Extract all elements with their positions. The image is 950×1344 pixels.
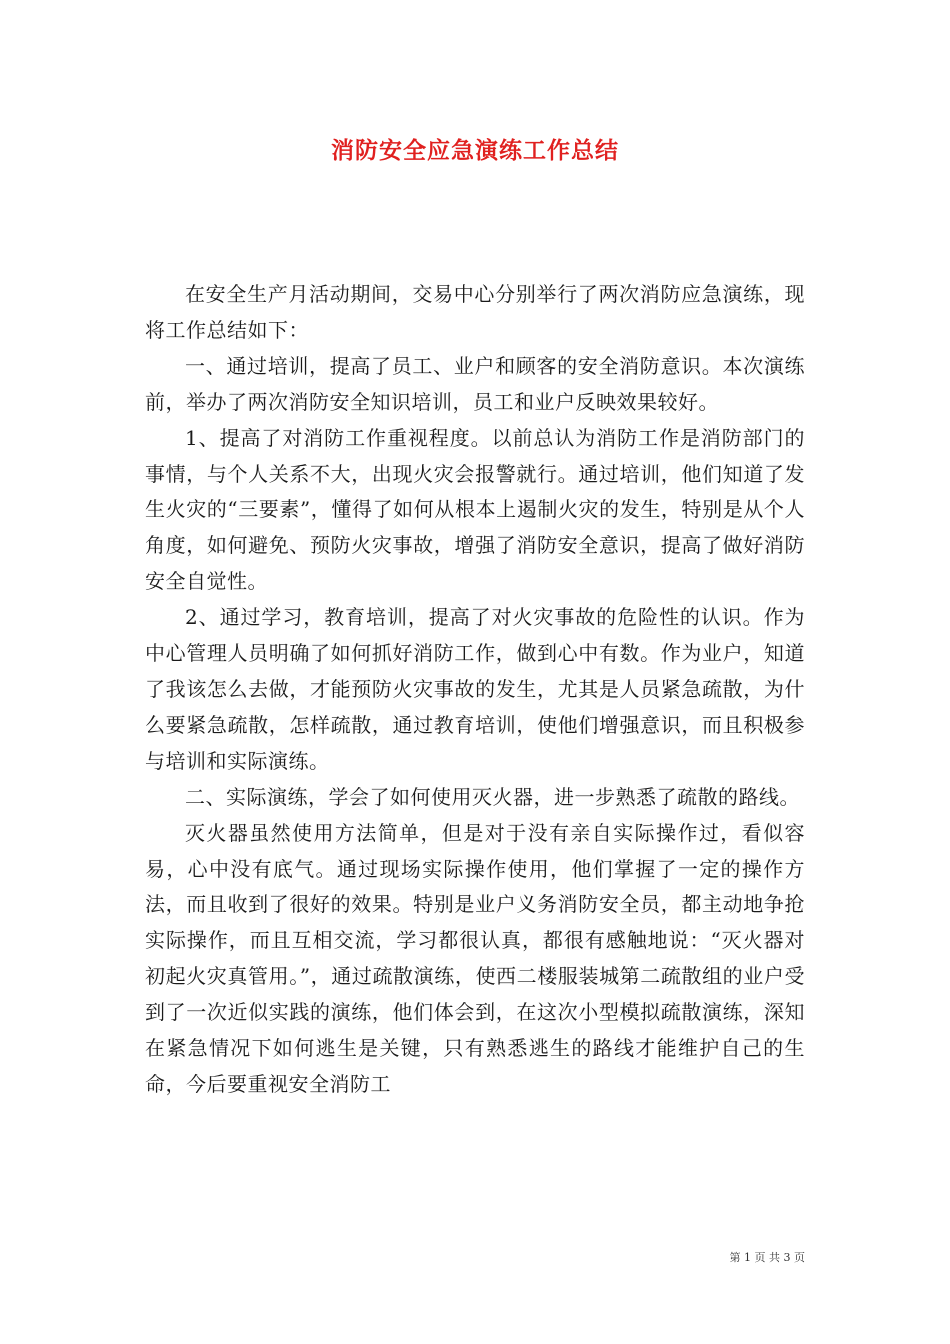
paragraph-item-two: 2、通过学习，教育培训，提高了对火灾事故的危险性的认识。作为中心管理人员明确了如何抓好消防工作，做到心中有数。作为业户，知道了我该怎么去做，才能预防火灾事故的发生，尤其是人员紧急疏散，为什么要紧急疏散，怎样疏散，通过教育培训，使他们增强意识，而且积极参与培训和实际演练。 xyxy=(145,605,805,773)
paragraph-intro: 在安全生产月活动期间，交易中心分别举行了两次消防应急演练，现将工作总结如下： xyxy=(145,282,805,342)
paragraph-section-two: 二、实际演练，学会了如何使用灭火器，进一步熟悉了疏散的路线。 xyxy=(185,784,800,809)
paragraph-item-one: 1、提高了对消防工作重视程度。以前总认为消防工作是消防部门的事情，与个人关系不大，出现火灾会报警就行。通过培训，他们知道了发生火灾的“三要素”，懂得了如何从根本上遏制火灾的发生，特别是从个人角度，如何避免、预防火灾事故，增强了消防安全意识，提高了做好消防安全自觉性。 xyxy=(145,425,805,594)
document-body xyxy=(145,277,805,1103)
page-title: 消防安全应急演练工作总结 xyxy=(331,138,619,164)
page-number: 第 1 页 共 3 页 xyxy=(729,1251,805,1264)
paragraph-extinguisher: 灭火器虽然使用方法简单，但是对于没有亲自实际操作过，看似容易，心中没有底气。通过现场实际操作使用，他们掌握了一定的操作方法，而且收到了很好的效果。特别是业户义务消防安全员，都主动地争抢实际操作，而且互相交流，学习都很认真，都很有感触地说：“灭火器对初起火灾真管用。”，通过疏散演练，使西二楼服装城第二疏散组的业户受到了一次近似实践的演练，他们体会到，在这次小型模拟疏散演练，深知在紧急情况下如何逃生是关键，只有熟悉逃生的路线才能维护自己的生命，今后要重视安全消防工 xyxy=(145,820,805,1096)
paragraph-section-one: 一、通过培训，提高了员工、业户和顾客的安全消防意识。本次演练前，举办了两次消防安全知识培训，员工和业户反映效果较好。 xyxy=(145,353,805,414)
